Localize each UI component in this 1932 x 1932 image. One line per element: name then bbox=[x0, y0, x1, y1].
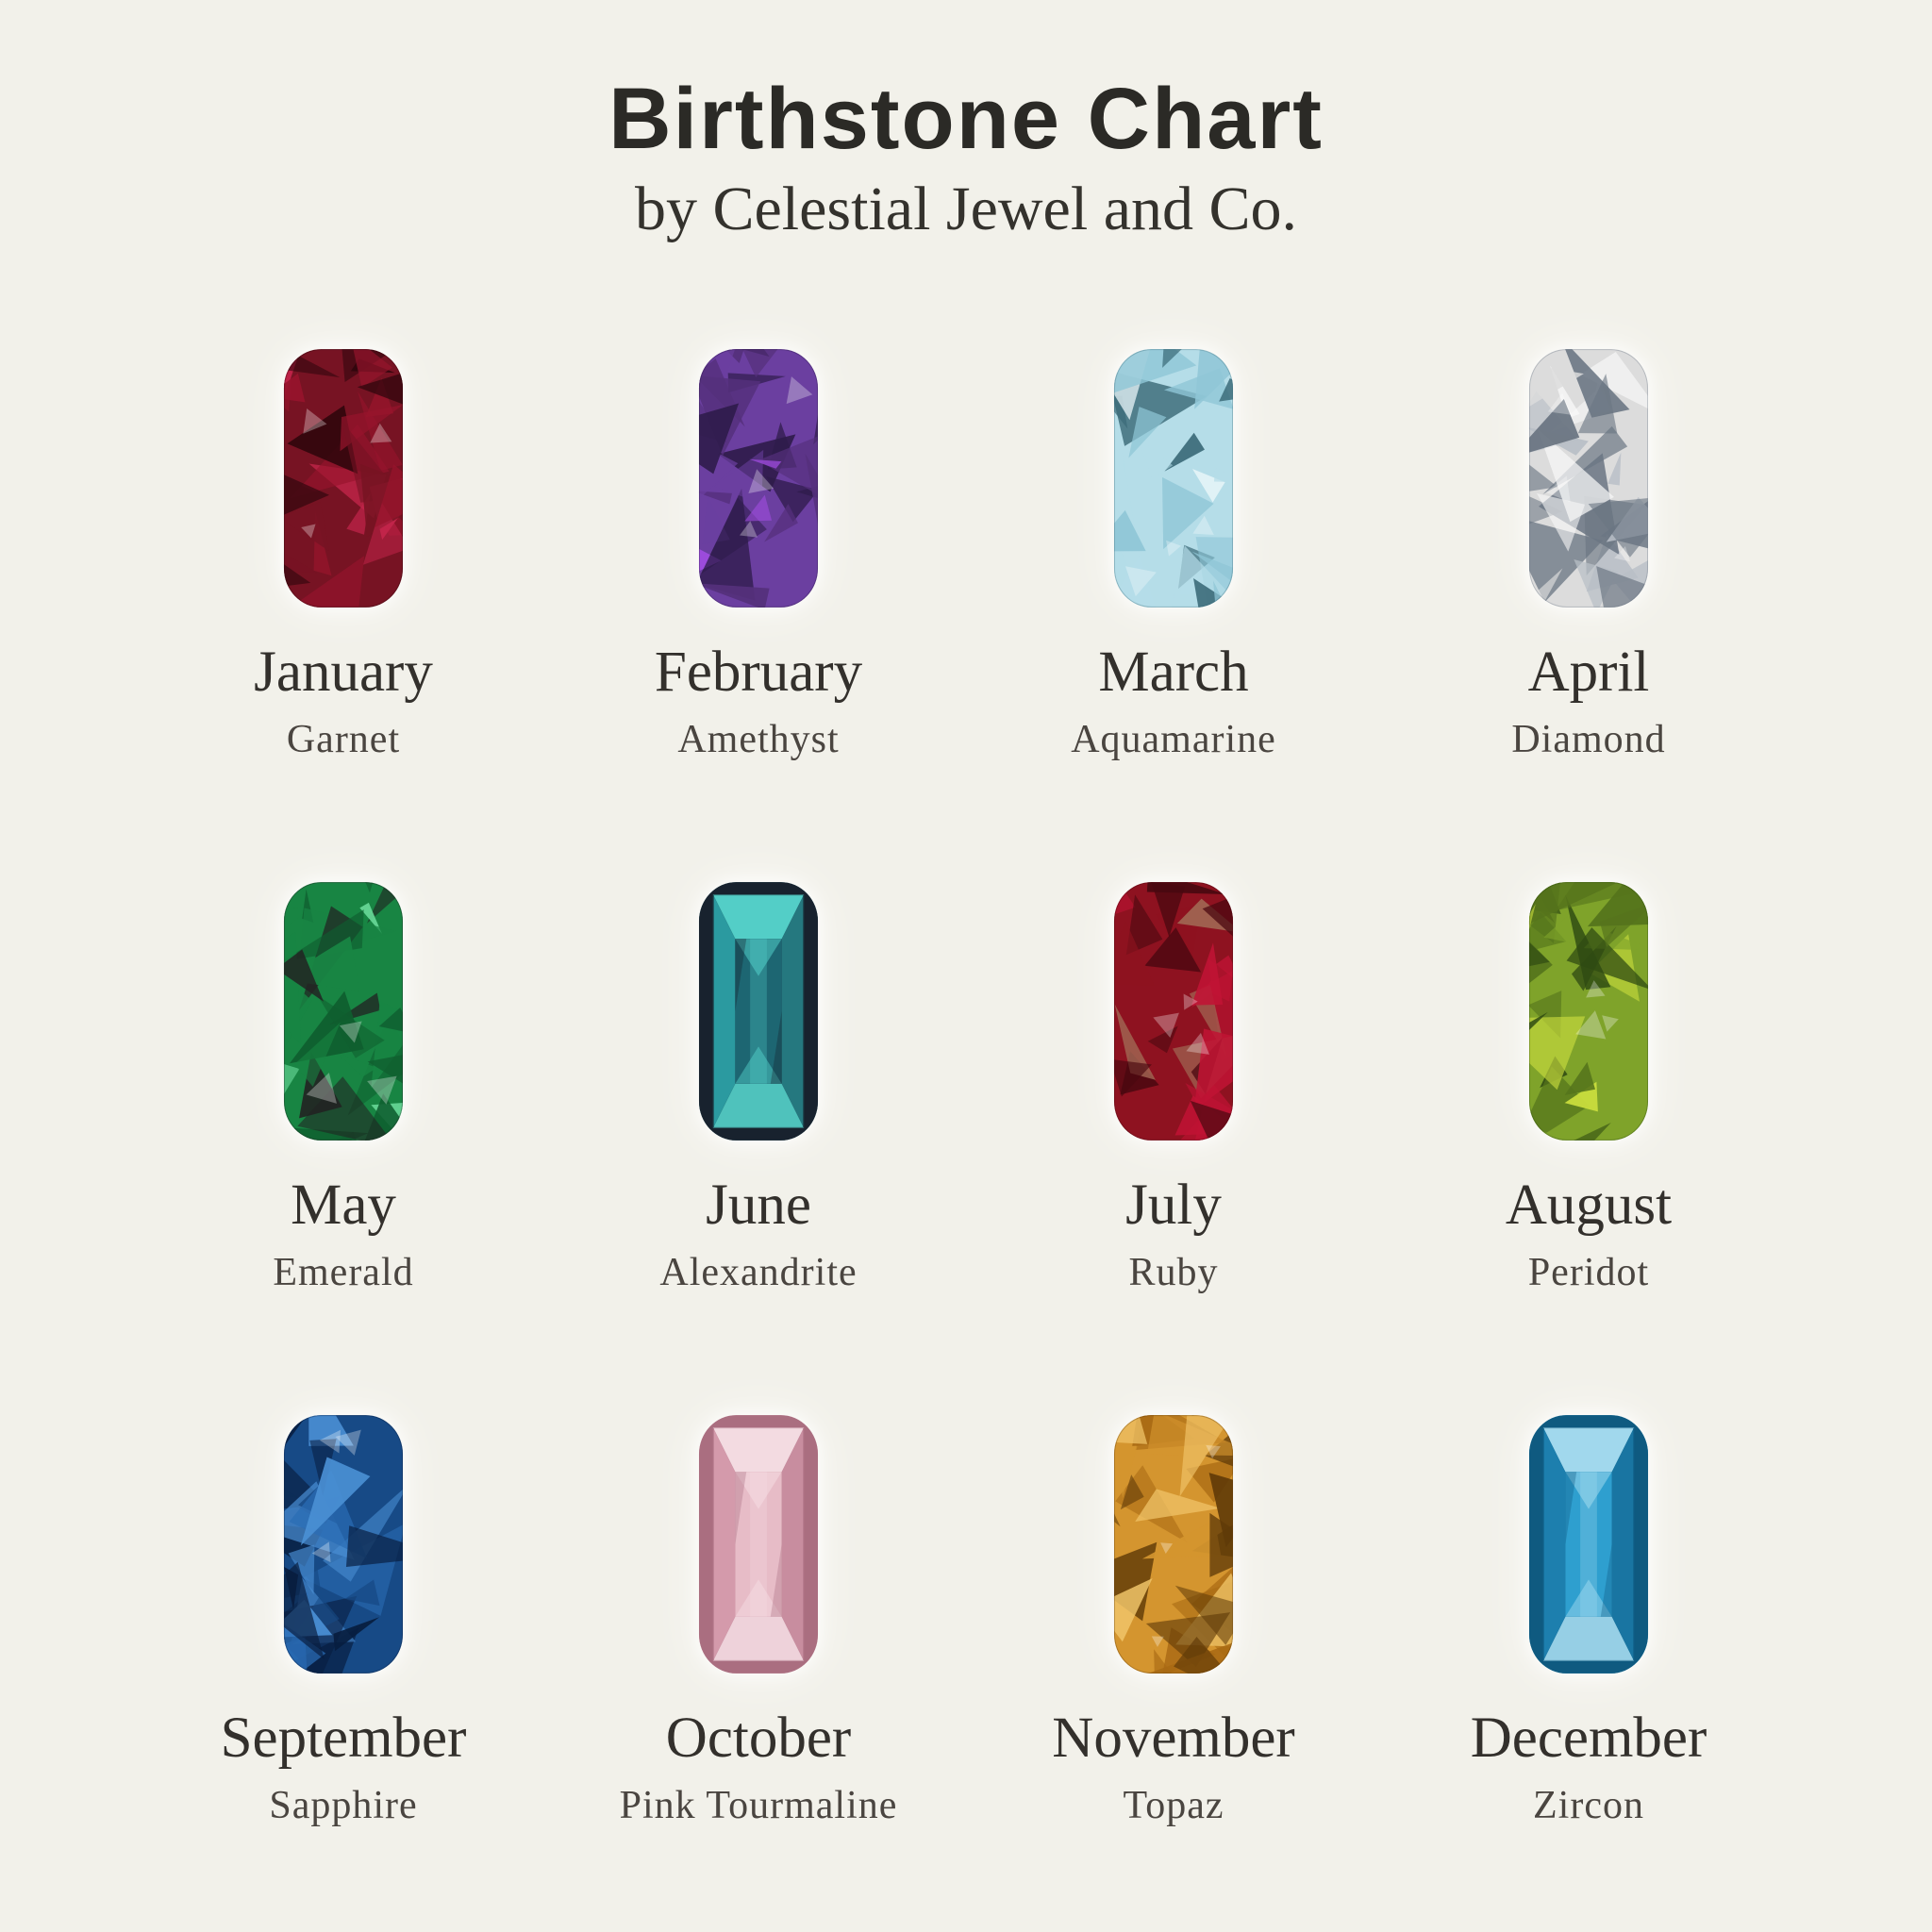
february-gem-image bbox=[698, 347, 819, 609]
alexandrite-gem-svg bbox=[698, 880, 819, 1142]
may-gem-image bbox=[283, 880, 404, 1142]
october-gem-image bbox=[698, 1413, 819, 1675]
pink-tourmaline-gem-svg bbox=[698, 1413, 819, 1675]
gem-caption bbox=[1471, 1675, 1707, 1827]
birthstone-cell-october bbox=[620, 1413, 898, 1827]
stone-label: Pink Tourmaline bbox=[619, 1783, 898, 1827]
month-label: July bbox=[1125, 1173, 1222, 1237]
garnet-gem-svg bbox=[283, 347, 404, 609]
month-label: August bbox=[1505, 1173, 1673, 1237]
poster-header bbox=[0, 0, 1932, 242]
birthstone-cell-september bbox=[221, 1413, 467, 1827]
month-label: June bbox=[706, 1173, 811, 1237]
september-gem-image bbox=[283, 1413, 404, 1675]
june-gem-image bbox=[698, 880, 819, 1142]
january-gem-image bbox=[283, 347, 404, 609]
stone-label: Diamond bbox=[1511, 717, 1666, 761]
month-label: September bbox=[220, 1707, 467, 1771]
gem-caption bbox=[1511, 609, 1665, 761]
birthstone-cell-june bbox=[659, 880, 857, 1294]
topaz-gem-svg bbox=[1113, 1413, 1234, 1675]
stone-label: Aquamarine bbox=[1071, 717, 1276, 761]
birthstone-cell-february bbox=[655, 347, 862, 761]
stone-label: Ruby bbox=[1128, 1250, 1219, 1294]
birthstone-cell-july bbox=[1113, 880, 1234, 1294]
month-label: March bbox=[1098, 640, 1249, 704]
gem-caption bbox=[1506, 1142, 1672, 1294]
page-subtitle: by Celestial Jewel and Co. bbox=[634, 174, 1298, 243]
month-label: December bbox=[1470, 1707, 1707, 1771]
stone-label: Topaz bbox=[1123, 1783, 1224, 1827]
emerald-gem-svg bbox=[283, 880, 404, 1142]
peridot-gem-svg bbox=[1528, 880, 1649, 1142]
month-label: October bbox=[665, 1707, 852, 1771]
ruby-gem-svg bbox=[1113, 880, 1234, 1142]
gem-caption bbox=[620, 1675, 898, 1827]
gem-caption bbox=[221, 1675, 467, 1827]
aquamarine-gem-svg bbox=[1113, 347, 1234, 609]
birthstone-cell-august bbox=[1506, 880, 1672, 1294]
stone-label: Sapphire bbox=[269, 1783, 418, 1827]
august-gem-image bbox=[1528, 880, 1649, 1142]
april-gem-image bbox=[1528, 347, 1649, 609]
november-gem-image bbox=[1113, 1413, 1234, 1675]
stone-label: Emerald bbox=[273, 1250, 414, 1294]
gem-caption bbox=[659, 1142, 857, 1294]
month-label: January bbox=[254, 640, 433, 704]
diamond-gem-svg bbox=[1528, 347, 1649, 609]
july-gem-image bbox=[1113, 880, 1234, 1142]
gem-caption bbox=[273, 1142, 413, 1294]
month-label: May bbox=[291, 1173, 396, 1237]
birthstone-cell-december bbox=[1471, 1413, 1707, 1827]
gem-grid bbox=[136, 347, 1796, 1827]
gem-caption bbox=[254, 609, 433, 761]
month-label: April bbox=[1527, 640, 1650, 704]
stone-label: Amethyst bbox=[677, 717, 840, 761]
gem-caption bbox=[1052, 1675, 1294, 1827]
birthstone-cell-january bbox=[254, 347, 433, 761]
birthstone-cell-november bbox=[1052, 1413, 1294, 1827]
birthstone-cell-may bbox=[273, 880, 413, 1294]
stone-label: Zircon bbox=[1533, 1783, 1644, 1827]
sapphire-gem-svg bbox=[283, 1413, 404, 1675]
gem-caption bbox=[1071, 609, 1276, 761]
birthstone-cell-april bbox=[1511, 347, 1665, 761]
page-title: Birthstone Chart bbox=[608, 71, 1324, 167]
month-label: February bbox=[654, 640, 863, 704]
birthstone-cell-march bbox=[1071, 347, 1276, 761]
amethyst-gem-svg bbox=[698, 347, 819, 609]
gem-caption bbox=[655, 609, 862, 761]
gem-caption bbox=[1125, 1142, 1222, 1294]
month-label: November bbox=[1052, 1707, 1295, 1771]
december-gem-image bbox=[1528, 1413, 1649, 1675]
march-gem-image bbox=[1113, 347, 1234, 609]
zircon-gem-svg bbox=[1528, 1413, 1649, 1675]
stone-label: Garnet bbox=[286, 717, 401, 761]
stone-label: Peridot bbox=[1527, 1250, 1650, 1294]
stone-label: Alexandrite bbox=[659, 1250, 858, 1294]
